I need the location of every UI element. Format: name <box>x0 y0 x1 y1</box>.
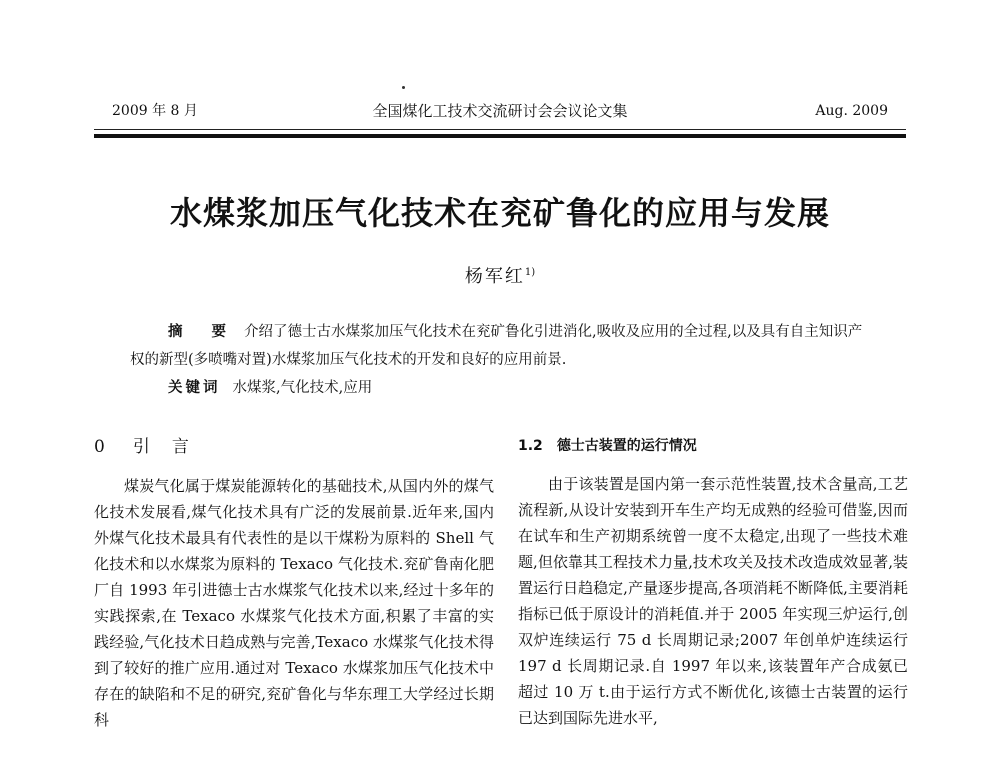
section-0-paragraph: 煤炭气化属于煤炭能源转化的基础技术,从国内外的煤气化技术发展看,煤气化技术具有广泛的发展前景.近年来,国内外煤气化技术最具有代表性的是以干煤粉为原料的 Shell 气化技术和以水煤浆为原料的 Texaco 气化技术.兖矿鲁南化肥厂自 1993 年引进德士古水煤浆气化技术以来,经过十多年的实践探索,在 Texaco 水煤浆气化技术方面,积累了丰富的实践经验,气化技术日趋成熟与完善,Texaco 水煤浆气化技术得到了较好的推广应用.通过对 Texaco 水煤浆加压气化技术中存在的缺陷和不足的研究,兖矿鲁化与华东理工大学经过长期科 <box>94 477 494 729</box>
section-1-2-heading <box>518 435 908 457</box>
abstract-paragraph <box>130 318 870 374</box>
right-column <box>518 435 908 731</box>
section-1-2-paragraph: 由于该装置是国内第一套示范性装置,技术含量高,工艺流程新,从设计安装到开车生产均无成熟的经验可借鉴,因而在试车和生产初期系统曾一度不太稳定,出现了一些技术难题,但依靠其工程技术力量,技术攻关及技术改造成效显著,装置运行日趋稳定,产量逐步提高,各项消耗不断降低,主要消耗指标已低于原设计的消耗值.并于 2005 年实现三炉运行,创双炉连续运行 75 d 长周期记录;2007 年创单炉连续运行 197 d 长周期记录.自 1997 年以来,该装置年产合成氨已超过 10 万 t.由于运行方式不断优化,该德士古装置的运行已达到国际先进水平, <box>518 475 908 727</box>
header-rule-thin <box>94 129 906 130</box>
header-proceedings-title: 全国煤化工技术交流研讨会会议论文集 <box>372 102 628 120</box>
section-0-title: 引言 <box>132 437 211 457</box>
header-date: 2009 年 8 月 <box>112 103 198 119</box>
section-0-heading <box>94 435 494 459</box>
abstract-label: 摘 要 <box>168 323 239 340</box>
keywords-line <box>130 374 870 402</box>
author-line <box>0 262 1000 288</box>
stray-dot <box>402 86 405 89</box>
header-date-english: Aug. 2009 <box>815 103 888 119</box>
author-name: 杨军红 <box>464 266 525 287</box>
section-1-2-number: 1.2 <box>518 438 543 454</box>
keywords-text: 水煤浆,气化技术,应用 <box>232 380 373 396</box>
keywords-label: 关键词 <box>168 379 221 396</box>
paper-title: 水煤浆加压气化技术在兖矿鲁化的应用与发展 <box>169 194 830 232</box>
section-0-number: 0 <box>94 437 107 457</box>
abstract-block <box>130 318 870 402</box>
author-footnote-marker: 1) <box>524 267 536 278</box>
left-column <box>94 435 494 733</box>
abstract-text: 介绍了德士古水煤浆加压气化技术在兖矿鲁化引进消化,吸收及应用的全过程,以及具有自主知识产权的新型(多喷嘴对置)水煤浆加压气化技术的开发和良好的应用前景. <box>130 324 863 368</box>
header-rule-thick <box>94 134 906 138</box>
section-1-2-title: 德士古装置的运行情况 <box>556 438 697 454</box>
